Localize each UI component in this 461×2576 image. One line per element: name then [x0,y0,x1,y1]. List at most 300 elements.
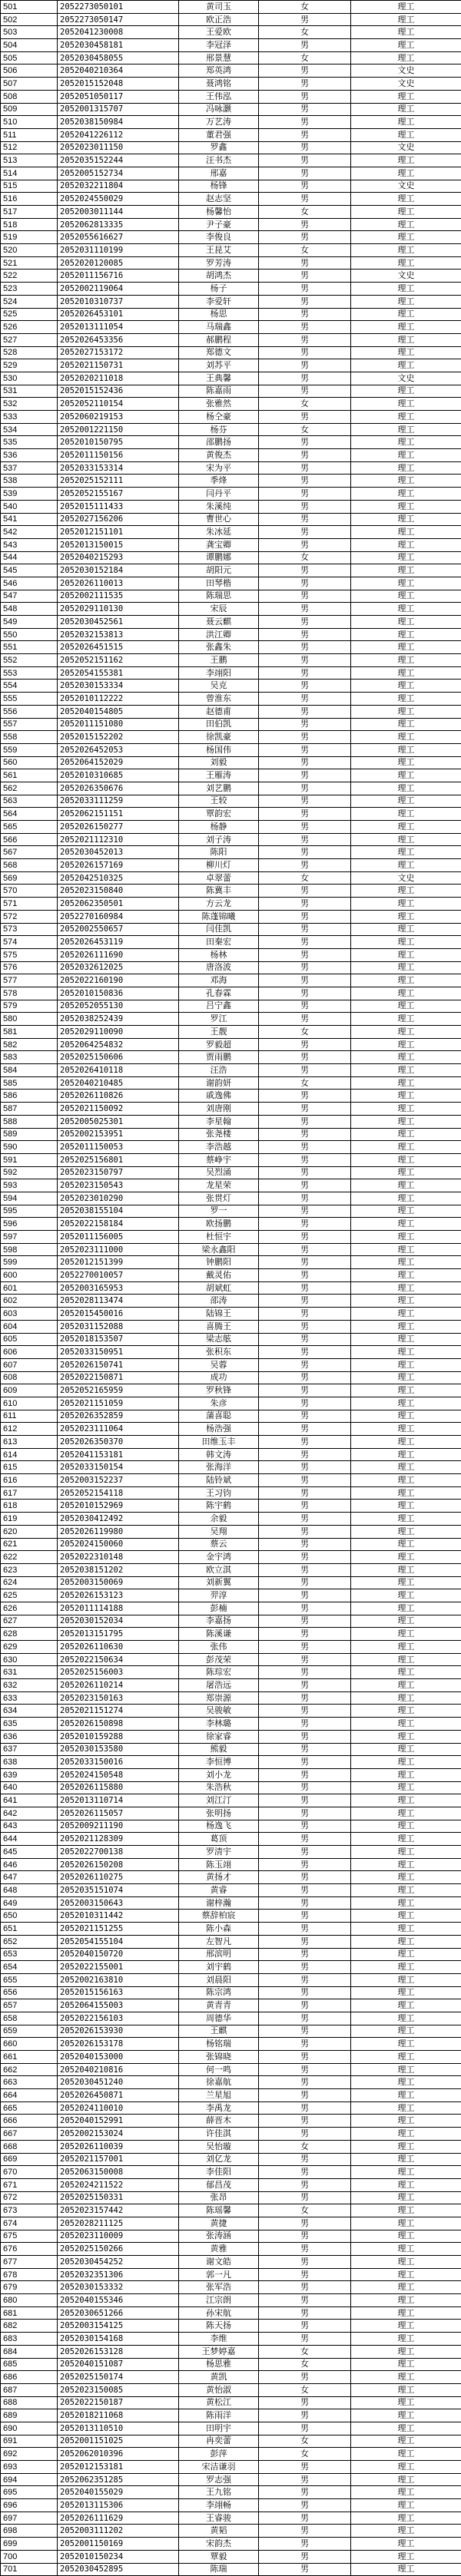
student-name-cell: 金宇鸿 [179,1551,259,1564]
gender-cell: 男 [259,1820,351,1833]
gender-cell: 女 [259,2358,351,2371]
student-name-cell: 吴翔 [179,1525,259,1538]
gender-cell: 男 [259,2038,351,2051]
major-track-cell: 理工 [351,769,461,782]
student-name-cell: 陈溪谦 [179,1628,259,1641]
gender-cell: 女 [259,2448,351,2461]
row-number-cell: 671 [1,2178,58,2191]
table-row [1,1691,461,1705]
student-name-cell: 欧立淇 [179,1563,259,1576]
gender-cell: 男 [259,2371,351,2384]
student-id-cell: 2052030154168 [58,2333,179,2346]
student-id-cell: 2052023010290 [58,1192,179,1205]
student-id-cell: 2052026153128 [58,2345,179,2358]
row-number-cell: 525 [1,308,58,321]
student-id-cell: 2052010150234 [58,2550,179,2563]
row-number-cell: 522 [1,270,58,283]
student-name-cell: 彭茂荣 [179,1653,259,1666]
student-id-cell: 2052003154125 [58,2320,179,2333]
student-name-cell: 胡斌虹 [179,1281,259,1295]
major-track-cell: 理工 [351,1756,461,1769]
row-number-cell: 555 [1,693,58,706]
gender-cell: 男 [259,231,351,244]
row-number-cell: 503 [1,26,58,39]
gender-cell: 男 [259,1589,351,1602]
gender-cell: 男 [259,2333,351,2346]
major-track-cell: 理工 [351,2204,461,2217]
row-number-cell: 593 [1,1179,58,1192]
student-name-cell: 刘唐刚 [179,1103,259,1116]
table-row [1,1103,461,1116]
table-row [1,756,461,769]
row-number-cell: 535 [1,436,58,449]
gender-cell: 男 [259,449,351,462]
table-row [1,2409,461,2422]
major-track-cell: 理工 [351,1064,461,1077]
student-name-cell: 刘晨阳 [179,1973,259,1986]
major-track-cell: 理工 [351,731,461,744]
gender-cell: 男 [259,1436,351,1449]
student-name-cell: 吕宁鑫 [179,1000,259,1013]
gender-cell: 男 [259,1884,351,1897]
row-number-cell: 654 [1,1961,58,1974]
student-name-cell: 孙宋航 [179,2306,259,2320]
roster-body [1,1,461,2576]
major-track-cell: 理工 [351,603,461,616]
row-number-cell: 662 [1,2063,58,2076]
table-row [1,1423,461,1436]
row-number-cell: 542 [1,526,58,539]
table-row [1,1243,461,1256]
gender-cell: 男 [259,385,351,398]
gender-cell: 男 [259,1666,351,1679]
row-number-cell: 591 [1,1153,58,1166]
student-name-cell: 洪江卿 [179,628,259,641]
row-number-cell: 575 [1,948,58,961]
major-track-cell: 理工 [351,500,461,513]
major-track-cell: 理工 [351,590,461,603]
major-track-cell: 理工 [351,808,461,821]
student-id-cell: 2052040151087 [58,2358,179,2371]
student-id-cell: 2052026410118 [58,1064,179,1077]
table-row [1,167,461,180]
row-number-cell: 561 [1,769,58,782]
gender-cell: 男 [259,1538,351,1551]
row-number-cell: 563 [1,795,58,808]
student-name-cell: 杨子 [179,283,259,296]
major-track-cell: 理工 [351,1948,461,1961]
gender-cell: 男 [259,2396,351,2409]
student-id-cell: 2052021151274 [58,1705,179,1718]
row-number-cell: 566 [1,833,58,846]
gender-cell: 男 [259,1807,351,1820]
student-id-cell: 2052032612025 [58,961,179,974]
major-track-cell: 理工 [351,1576,461,1589]
row-number-cell: 677 [1,2256,58,2269]
student-id-cell: 2052010152969 [58,1500,179,1513]
student-name-cell: 王伟泓 [179,90,259,103]
gender-cell: 女 [259,206,351,219]
gender-cell: 男 [259,769,351,782]
major-track-cell: 理工 [351,756,461,769]
student-id-cell: 2052021151059 [58,1397,179,1410]
table-row [1,1076,461,1090]
student-id-cell: 2052064155003 [58,1999,179,2012]
student-id-cell: 2052032153813 [58,628,179,641]
major-track-cell: 理工 [351,1679,461,1692]
row-number-cell: 637 [1,1743,58,1756]
major-track-cell: 理工 [351,1474,461,1487]
student-id-cell: 2052026150277 [58,821,179,834]
gender-cell: 男 [259,1243,351,1256]
student-name-cell: 汪书杰 [179,154,259,167]
student-name-cell: 何一鸣 [179,2063,259,2076]
gender-cell: 男 [259,488,351,501]
table-row [1,513,461,526]
student-id-cell: 2052024150060 [58,1538,179,1551]
major-track-cell: 理工 [351,1628,461,1641]
student-id-cell: 2052026352859 [58,1410,179,1423]
gender-cell: 男 [259,154,351,167]
row-number-cell: 608 [1,1371,58,1384]
student-name-cell: 刘子涛 [179,833,259,846]
student-id-cell: 2052023111000 [58,1243,179,1256]
student-name-cell: 陈宇鹤 [179,1500,259,1513]
row-number-cell: 634 [1,1705,58,1718]
student-id-cell: 2052011156716 [58,270,179,283]
table-row [1,833,461,846]
student-id-cell: 2052026111629 [58,2512,179,2525]
row-number-cell: 509 [1,103,58,116]
gender-cell: 男 [259,961,351,974]
table-row [1,1166,461,1179]
student-name-cell: 陈琮宏 [179,1666,259,1679]
row-number-cell: 624 [1,1576,58,1589]
student-name-cell: 黄俊杰 [179,449,259,462]
student-name-cell: 龚宝卿 [179,538,259,551]
row-number-cell: 559 [1,743,58,756]
table-row [1,898,461,911]
major-track-cell: 理工 [351,2358,461,2371]
student-id-cell: 2052027156206 [58,513,179,526]
row-number-cell: 658 [1,2012,58,2025]
student-id-cell: 2052013111054 [58,321,179,334]
row-number-cell: 626 [1,1602,58,1615]
student-name-cell: 张涛涵 [179,2230,259,2243]
student-id-cell: 2052052165959 [58,1384,179,1397]
student-name-cell: 杨逸飞 [179,1820,259,1833]
table-row [1,2563,461,2576]
gender-cell: 男 [259,1179,351,1192]
gender-cell: 男 [259,680,351,693]
table-row [1,2191,461,2204]
student-name-cell: 卓翠蕾 [179,871,259,885]
gender-cell: 女 [259,2383,351,2396]
row-number-cell: 504 [1,39,58,52]
student-id-cell: 2052062350501 [58,898,179,911]
table-row [1,385,461,398]
student-id-cell: 2052060219153 [58,411,179,424]
row-number-cell: 531 [1,385,58,398]
table-row [1,411,461,424]
gender-cell: 男 [259,2089,351,2102]
student-name-cell: 欧扬鹏 [179,1218,259,1231]
table-row [1,295,461,308]
gender-cell: 男 [259,2012,351,2025]
major-track-cell: 理工 [351,2217,461,2230]
student-name-cell: 李俊良 [179,231,259,244]
student-name-cell: 杨静 [179,821,259,834]
table-row [1,1653,461,1666]
student-id-cell: 2052041226112 [58,128,179,141]
gender-cell: 男 [259,359,351,372]
student-id-cell: 2052013110510 [58,2422,179,2435]
gender-cell: 男 [259,833,351,846]
table-row [1,1038,461,1051]
table-row [1,1768,461,1781]
gender-cell: 男 [259,1756,351,1769]
major-track-cell: 理工 [351,1013,461,1026]
row-number-cell: 689 [1,2409,58,2422]
student-id-cell: 2052002153951 [58,1128,179,1141]
student-id-cell: 2052022150871 [58,1371,179,1384]
row-number-cell: 611 [1,1410,58,1423]
table-row [1,936,461,949]
major-track-cell: 理工 [351,2383,461,2396]
major-track-cell: 理工 [351,2345,461,2358]
student-name-cell: 蔡辞柏宸 [179,1910,259,1923]
row-number-cell: 679 [1,2281,58,2294]
row-number-cell: 548 [1,603,58,616]
major-track-cell: 理工 [351,1256,461,1269]
table-row [1,1192,461,1205]
student-name-cell: 邢嘉 [179,167,259,180]
table-row [1,116,461,129]
student-name-cell: 蔡峥宇 [179,1153,259,1166]
gender-cell: 男 [259,78,351,91]
table-row [1,1218,461,1231]
major-track-cell: 理工 [351,1525,461,1538]
gender-cell: 男 [259,1038,351,1051]
major-track-cell: 理工 [351,795,461,808]
table-row [1,1986,461,1999]
major-track-cell: 理工 [351,513,461,526]
student-id-cell: 2052030153580 [58,1743,179,1756]
major-track-cell: 理工 [351,51,461,64]
student-name-cell: 吴骏敏 [179,1705,259,1718]
student-id-cell: 2052002111535 [58,590,179,603]
major-track-cell: 理工 [351,846,461,859]
row-number-cell: 693 [1,2461,58,2474]
gender-cell: 男 [259,846,351,859]
row-number-cell: 675 [1,2230,58,2243]
student-id-cell: 2052024110010 [58,2101,179,2115]
gender-cell: 男 [259,436,351,449]
row-number-cell: 649 [1,1896,58,1910]
major-track-cell: 理工 [351,1910,461,1923]
gender-cell: 男 [259,705,351,718]
student-name-cell: 杨思 [179,308,259,321]
major-track-cell: 理工 [351,654,461,667]
student-name-cell: 谢韵妍 [179,1076,259,1090]
major-track-cell: 理工 [351,1423,461,1436]
major-track-cell: 理工 [351,167,461,180]
table-row [1,923,461,936]
row-number-cell: 623 [1,1563,58,1576]
gender-cell: 男 [259,1858,351,1871]
student-id-cell: 2052038151202 [58,1563,179,1576]
table-row [1,1179,461,1192]
row-number-cell: 529 [1,359,58,372]
gender-cell: 男 [259,103,351,116]
table-row [1,1884,461,1897]
student-id-cell: 2052040155346 [58,2294,179,2307]
gender-cell: 男 [259,2268,351,2281]
student-id-cell: 2052013151795 [58,1628,179,1641]
table-row [1,2499,461,2512]
gender-cell: 男 [259,500,351,513]
major-track-cell: 理工 [351,231,461,244]
gender-cell: 男 [259,526,351,539]
row-number-cell: 673 [1,2204,58,2217]
gender-cell: 男 [259,1576,351,1589]
row-number-cell: 650 [1,1910,58,1923]
row-number-cell: 597 [1,1231,58,1244]
major-track-cell: 理工 [351,1653,461,1666]
major-track-cell: 理工 [351,346,461,359]
student-id-cell: 2052003150069 [58,1576,179,1589]
student-id-cell: 2052032211804 [58,180,179,193]
student-id-cell: 2052002550657 [58,923,179,936]
row-number-cell: 666 [1,2115,58,2128]
table-row [1,680,461,693]
major-track-cell: 文史 [351,180,461,193]
row-number-cell: 587 [1,1103,58,1116]
student-id-cell: 2052062351285 [58,2473,179,2486]
table-row [1,2435,461,2448]
major-track-cell: 理工 [351,1743,461,1756]
student-id-cell: 2052052055130 [58,1000,179,1013]
table-row [1,2473,461,2486]
table-row [1,1474,461,1487]
major-track-cell: 理工 [351,1218,461,1231]
major-track-cell: 理工 [351,1026,461,1039]
major-track-cell: 理工 [351,666,461,680]
table-row [1,974,461,987]
gender-cell: 男 [259,1871,351,1884]
table-row [1,551,461,564]
major-track-cell: 理工 [351,2051,461,2064]
table-row [1,1436,461,1449]
gender-cell: 男 [259,2461,351,2474]
major-track-cell: 理工 [351,283,461,296]
student-name-cell: 刘江汀 [179,1794,259,1807]
table-row [1,1589,461,1602]
student-name-cell: 彭楠 [179,1602,259,1615]
row-number-cell: 641 [1,1794,58,1807]
student-id-cell: 2052025156801 [58,1153,179,1166]
student-name-cell: 罗鑫 [179,141,259,154]
major-track-cell: 理工 [351,1038,461,1051]
row-number-cell: 635 [1,1718,58,1731]
major-track-cell: 文史 [351,871,461,885]
major-track-cell: 理工 [351,693,461,706]
row-number-cell: 517 [1,206,58,219]
table-row [1,2153,461,2166]
student-name-cell: 王梦婷嘉 [179,2345,259,2358]
table-row [1,2550,461,2563]
gender-cell: 男 [259,1500,351,1513]
student-name-cell: 陈瑞 [179,2563,259,2576]
student-id-cell: 2052040210485 [58,1076,179,1090]
row-number-cell: 664 [1,2089,58,2102]
student-name-cell: 闫佳凯 [179,923,259,936]
gender-cell: 男 [259,461,351,475]
table-row [1,1781,461,1794]
row-number-cell: 515 [1,180,58,193]
row-number-cell: 571 [1,898,58,911]
student-name-cell: 覃韵宏 [179,808,259,821]
student-id-cell: 2052031152088 [58,1320,179,1333]
table-row [1,1153,461,1166]
student-name-cell: 黄司玉 [179,1,259,14]
row-number-cell: 513 [1,154,58,167]
table-row [1,2486,461,2499]
gender-cell: 男 [259,2525,351,2538]
gender-cell: 男 [259,2550,351,2563]
major-track-cell: 理工 [351,1436,461,1449]
row-number-cell: 544 [1,551,58,564]
major-track-cell: 理工 [351,2089,461,2102]
student-name-cell: 杨国伟 [179,743,259,756]
student-id-cell: 2052011150053 [58,1141,179,1154]
gender-cell: 男 [259,885,351,898]
row-number-cell: 639 [1,1768,58,1781]
major-track-cell: 理工 [351,718,461,731]
table-row [1,1500,461,1513]
student-id-cell: 2052029110090 [58,1026,179,1039]
table-row [1,1615,461,1628]
student-id-cell: 2052052151162 [58,654,179,667]
major-track-cell: 理工 [351,859,461,872]
student-id-cell: 2052041230008 [58,26,179,39]
row-number-cell: 549 [1,616,58,629]
major-track-cell: 文史 [351,64,461,78]
major-track-cell: 理工 [351,2115,461,2128]
major-track-cell: 理工 [351,1,461,14]
row-number-cell: 674 [1,2217,58,2230]
student-id-cell: 2052026110013 [58,577,179,590]
major-track-cell: 理工 [351,910,461,923]
gender-cell: 男 [259,193,351,206]
gender-cell: 男 [259,1166,351,1179]
student-name-cell: 宋韵杰 [179,2538,259,2551]
table-row [1,1513,461,1526]
row-number-cell: 543 [1,538,58,551]
gender-cell: 男 [259,411,351,424]
major-track-cell: 理工 [351,1589,461,1602]
table-row [1,2538,461,2551]
major-track-cell: 理工 [351,743,461,756]
table-row [1,103,461,116]
gender-cell: 男 [259,693,351,706]
student-id-cell: 2052040152991 [58,2115,179,2128]
student-name-cell: 陈嘉雨 [179,385,259,398]
student-name-cell: 郑崇源 [179,1691,259,1705]
student-id-cell: 2052030458181 [58,39,179,52]
student-id-cell: 2052025156003 [58,1666,179,1679]
gender-cell: 男 [259,1781,351,1794]
